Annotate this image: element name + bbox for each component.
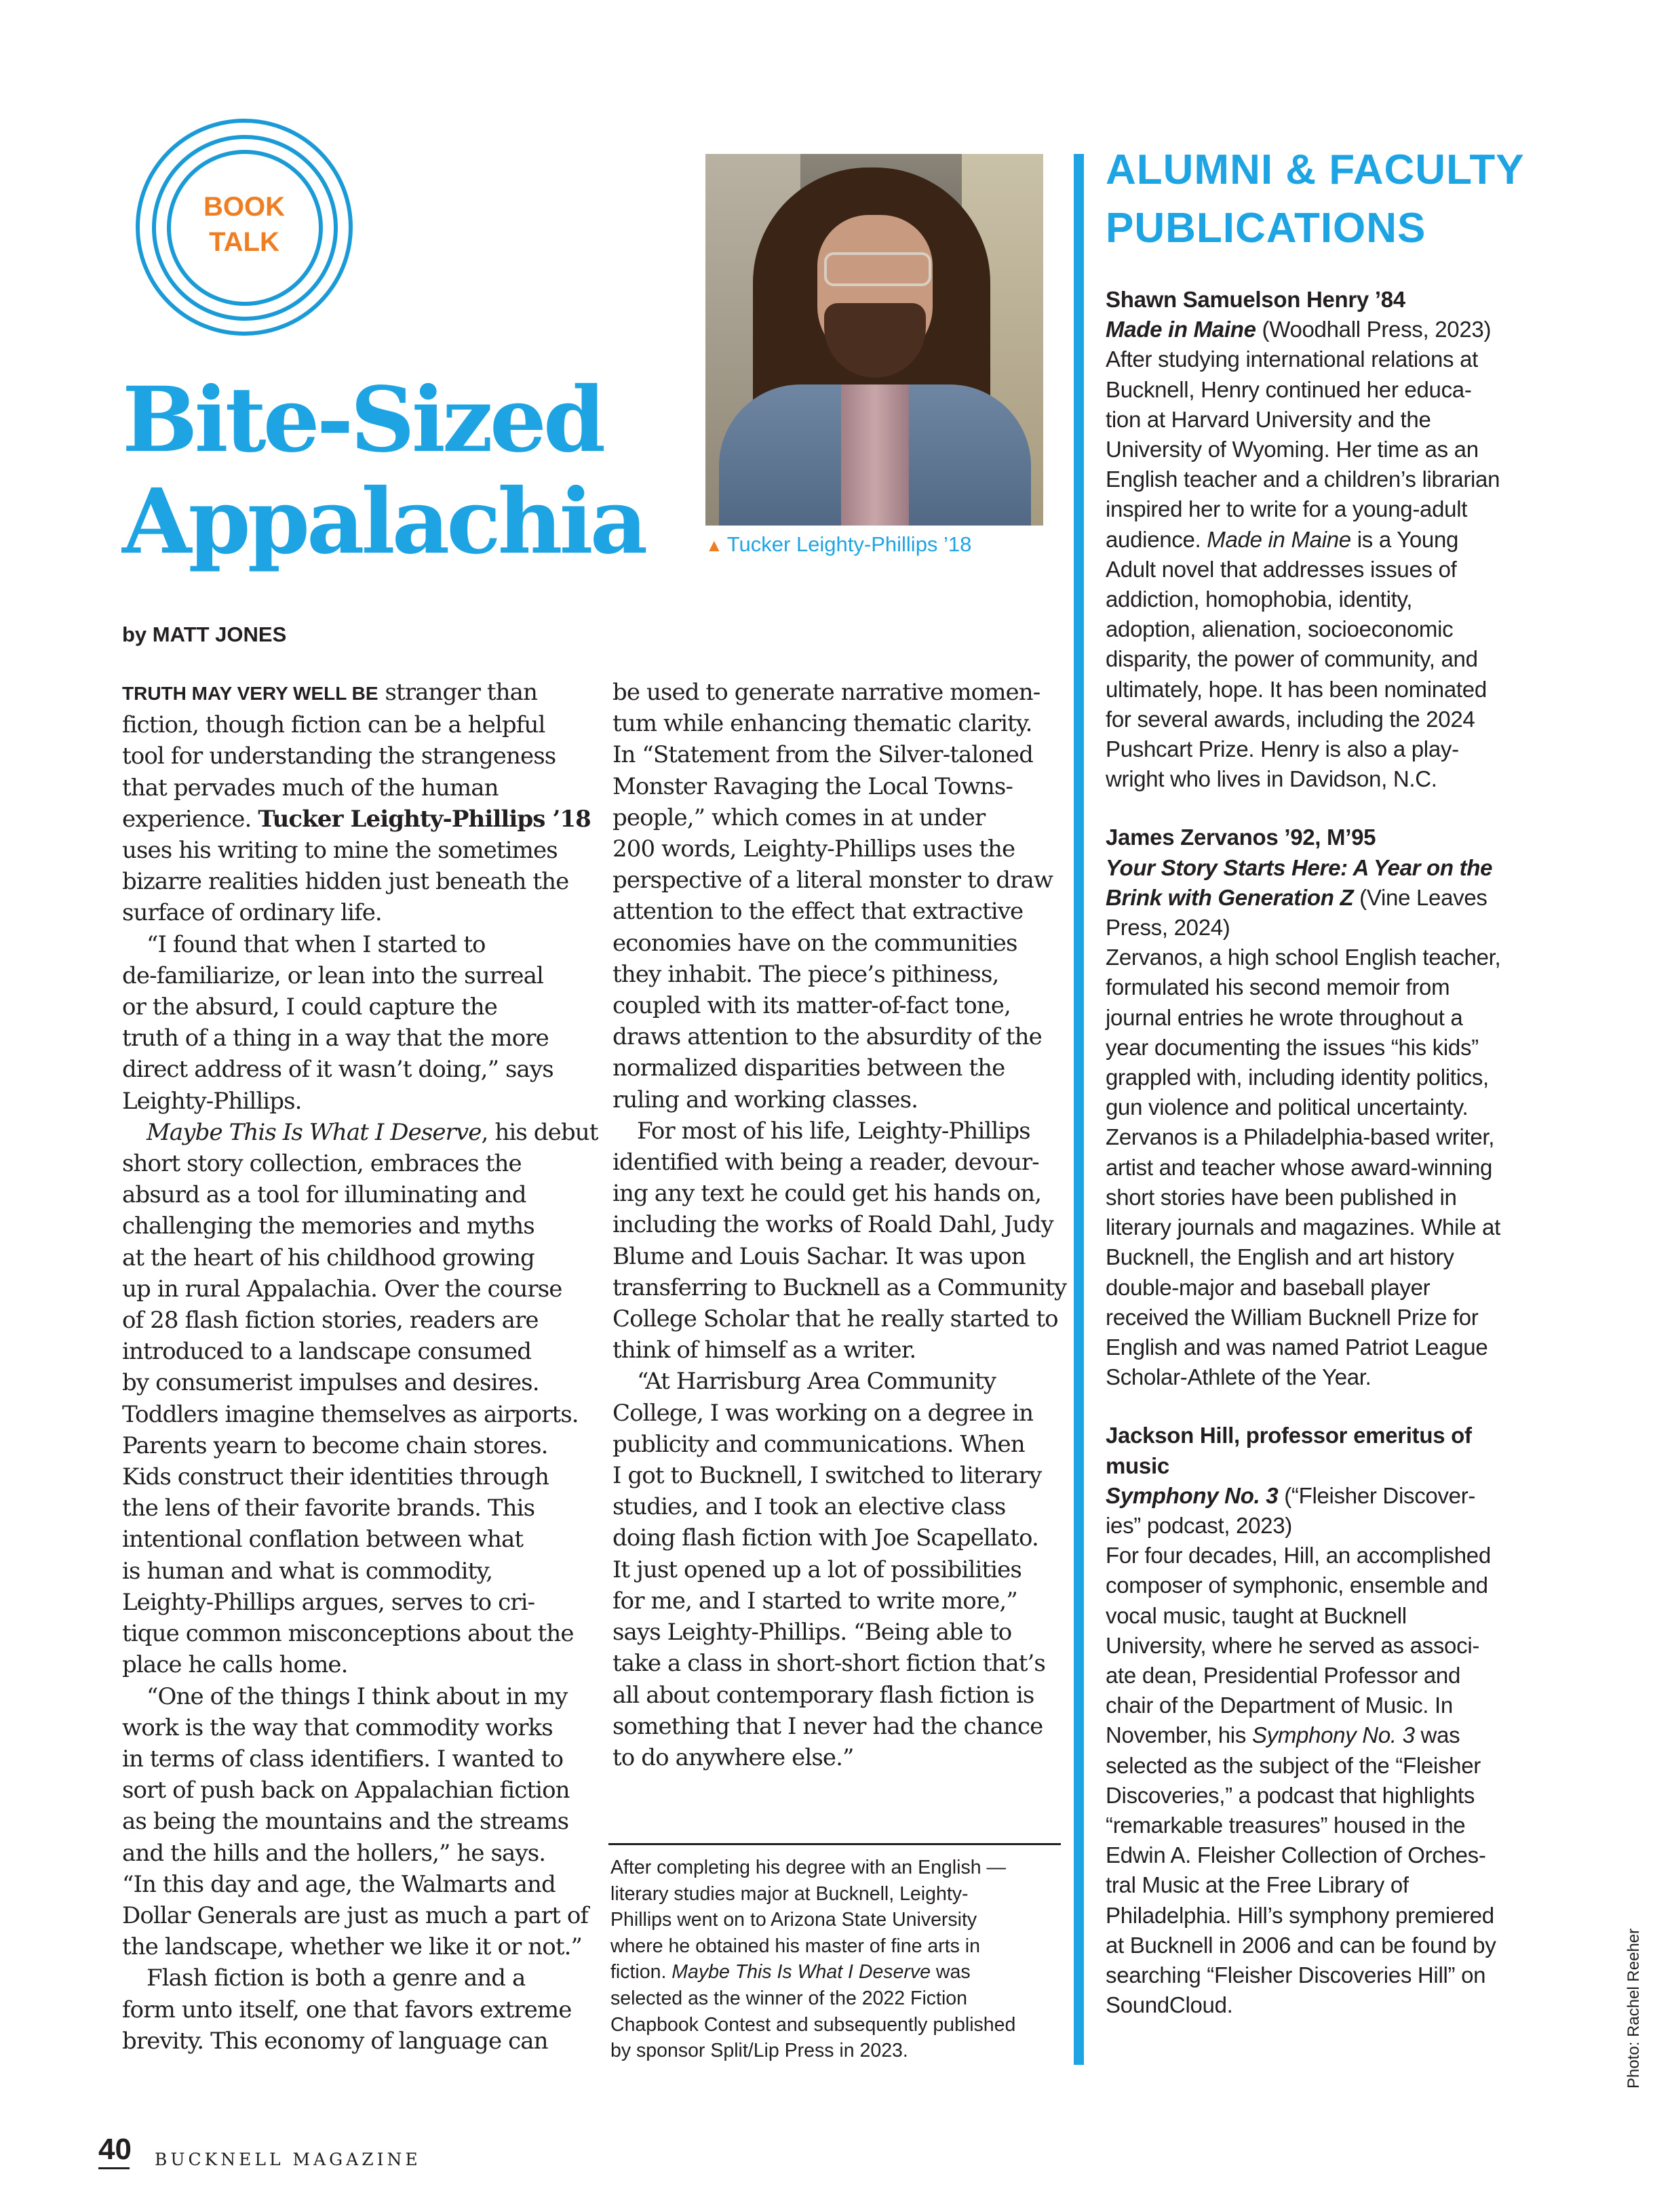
subject-name: Tucker Leighty-Phillips ’18 (258, 805, 591, 833)
book-title: Maybe This Is What I Deserve (147, 1118, 482, 1146)
body-line: normalized disparities between the (612, 1054, 1005, 1082)
body-line: I got to Bucknell, I switched to literary (612, 1462, 1042, 1490)
body-line: intentional conflation between what (122, 1526, 524, 1554)
body-line: work is the way that commodity works (122, 1714, 553, 1741)
lead-in: TRUTH MAY VERY WELL BE (122, 683, 378, 704)
body-line: ing any text he could get his hands on, (612, 1180, 1042, 1208)
author-name: Jackson Hill, professor emeritus of (1106, 1423, 1472, 1448)
body-line: be used to generate narrative momen- (612, 679, 1041, 706)
page-number-underline (98, 2167, 130, 2169)
body-line: TRUTH MAY VERY WELL BE stranger than (122, 679, 537, 706)
body-line: experience. Tucker Leighty-Phillips ’18 (122, 805, 591, 833)
body-line: Flash fiction is both a genre and a (147, 1964, 526, 1992)
body-line: they inhabit. The piece’s pithiness, (612, 960, 999, 988)
body-line: to do anywhere else.” (612, 1743, 854, 1771)
body-line: economies have on the communities (612, 929, 1017, 957)
body-line: something that I never had the chance (612, 1712, 1043, 1740)
body-line: draws attention to the absurdity of the (612, 1023, 1042, 1051)
photo-glasses (824, 252, 931, 286)
publications-list (1106, 285, 1553, 2020)
publication-entry: Shawn Samuelson Henry ’84 Made in Maine (Woodhall Press, 2023) After studying international relations at Bucknell, Henry continued her educa- tion at Harvard University and the University of Wyoming. Her time as an English teacher and a children’s librarian inspired her to write for a young-adult audience. Made in Maine is a Young Adult novel that addresses issues of addiction, homophobia, identity, adoption, alienation, socioeconomic disparity, the power of community, and ultimately, hope. It has been nominated for several awards, including the 2024 Pushcart Prize. Henry is also a play- wright who lives in Davidson, N.C. (1106, 285, 1553, 794)
body-line: introduced to a landscape consumed (122, 1338, 532, 1366)
article-column-1 (122, 677, 597, 2057)
publication-name: BUCKNELL MAGAZINE (155, 2150, 421, 2169)
body-line: or the absurd, I could capture the (122, 993, 498, 1021)
body-line: all about contemporary flash fiction is (612, 1681, 1034, 1709)
body-line: Monster Ravaging the Local Towns- (612, 772, 1013, 800)
body-line: Toddlers imagine themselves as airports. (122, 1400, 579, 1428)
body-line: in terms of class identifiers. I wanted to (122, 1745, 564, 1773)
article-column-2 (612, 677, 1081, 1773)
note-divider (608, 1843, 1061, 1845)
body-line: for me, and I started to write more,” (612, 1587, 1017, 1615)
body-line: by consumerist impulses and desires. (122, 1369, 539, 1397)
body-line: studies, and I took an elective class (612, 1493, 1006, 1521)
note-line: where he obtained his master of fine arts in (610, 1935, 980, 1957)
body-line: coupled with its matter-of-fact tone, (612, 992, 1011, 1020)
note-line: by sponsor Split/Lip Press in 2023. (610, 2040, 908, 2062)
body-line: the lens of their favorite brands. This (122, 1495, 535, 1522)
title-line1: Bite-Sized (122, 368, 603, 473)
body-line: people,” which comes in at under (612, 804, 986, 831)
body-line: attention to the effect that extractive (612, 898, 1024, 926)
author-photo (705, 154, 1043, 526)
publication-title: Your Story Starts Here: A Year on the (1106, 854, 1493, 880)
body-line: In “Statement from the Silver-taloned (612, 741, 1033, 769)
body-line: transferring to Bucknell as a Community (612, 1273, 1067, 1301)
body-line: “I found that when I started to (147, 930, 486, 958)
photo-credit: Photo: Rachel Reeher (1625, 1928, 1643, 2089)
body-line: For most of his life, Leighty-Phillips (637, 1117, 1030, 1145)
note-line: fiction. Maybe This Is What I Deserve was (610, 1961, 971, 1983)
badge-label-line2: TALK (209, 227, 279, 257)
body-line: Leighty-Phillips. (122, 1087, 302, 1115)
body-line: says Leighty-Phillips. “Being able to (612, 1619, 1012, 1646)
body-line: brevity. This economy of language can (122, 2027, 548, 2055)
body-line: tum while enhancing thematic clarity. (612, 710, 1032, 738)
body-line: tique common misconceptions about the (122, 1620, 574, 1648)
body-line: identified with being a reader, devour- (612, 1149, 1039, 1177)
body-line: challenging the memories and myths (122, 1212, 534, 1240)
sidebar-accent-bar (1074, 154, 1084, 2065)
body-line: Maybe This Is What I Deserve, his debut (147, 1118, 598, 1146)
body-line: “One of the things I think about in my (147, 1682, 568, 1710)
body-line: is human and what is commodity, (122, 1557, 493, 1585)
caption-triangle-icon: ▲ (705, 535, 723, 555)
body-line: of 28 flash fiction stories, readers are (122, 1307, 539, 1335)
body-line: at the heart of his childhood growing (122, 1244, 534, 1271)
note-book-title: Maybe This Is What I Deserve (672, 1961, 931, 1983)
body-line: “At Harrisburg Area Community (637, 1368, 996, 1396)
book-talk-badge (136, 119, 353, 336)
body-line: and the hills and the hollers,” he says. (122, 1839, 546, 1867)
author-note (610, 1855, 1072, 2064)
body-line: Leighty-Phillips argues, serves to cri- (122, 1588, 535, 1616)
body-line: take a class in short-short fiction that’s (612, 1650, 1045, 1678)
author-name: Shawn Samuelson Henry ’84 (1106, 287, 1405, 312)
body-line: College Scholar that he really started to (612, 1305, 1058, 1333)
body-line: “In this day and age, the Walmarts and (122, 1870, 556, 1898)
body-line: bizarre realities hidden just beneath the (122, 868, 569, 896)
photo-caption-text: Tucker Leighty-Phillips ’18 (726, 532, 972, 556)
publication-entry: Jackson Hill, professor emeritus of music Symphony No. 3 (“Fleisher Discover- ies” podcast, 2023) For four decades, Hill, an accomplished composer of symphonic, ensemble and vocal music, taught at Bucknell University, where he served as associ- ate dean, Presidential Professor and chair of the Department of Music. In November, his Symphony No. 3 was selected as the subject of the “Fleisher Discoveries,” a podcast that highlights “remarkable treasures” housed in the Edwin A. Fleisher Collection of Orches- tral Music at the Free Library of Philadelphia. Hill’s symphony premiered at Bucknell in 2006 and can be found by searching “Fleisher Discoveries Hill” on SoundCloud. (1106, 1421, 1553, 2020)
body-line: Blume and Louis Sachar. It was upon (612, 1242, 1026, 1270)
photo-shirt (841, 384, 909, 526)
body-line: Dollar Generals are just as much a part of (122, 1901, 589, 1929)
body-line: up in rural Appalachia. Over the course (122, 1275, 562, 1303)
body-line: doing flash fiction with Joe Scapellato. (612, 1524, 1038, 1552)
byline: by MATT JONES (122, 623, 287, 646)
page-number: 40 (98, 2133, 132, 2166)
badge-label-line1: BOOK (203, 192, 285, 222)
body-line: It just opened up a lot of possibilities (612, 1556, 1022, 1583)
author-name: James Zervanos ’92, M’95 (1106, 825, 1376, 850)
body-line: sort of push back on Appalachian fiction (122, 1777, 570, 1804)
body-line: the landscape, whether we like it or not.” (122, 1933, 583, 1961)
body-line: place he calls home. (122, 1651, 348, 1679)
body-line: truth of a thing in a way that the more (122, 1025, 549, 1052)
body-line: de-familiarize, or lean into the surreal (122, 962, 543, 989)
publication-title: Symphony No. 3 (1106, 1482, 1279, 1508)
publication-title: Made in Maine (1106, 317, 1256, 342)
body-line: absurd as a tool for illuminating and (122, 1181, 526, 1209)
body-line: that pervades much of the human (122, 774, 499, 802)
body-line: 200 words, Leighty-Phillips uses the (612, 835, 1015, 863)
note-line: Phillips went on to Arizona State University (610, 1909, 977, 1931)
body-line: publicity and communications. When (612, 1430, 1025, 1458)
note-line: Chapbook Contest and subsequently published (610, 2013, 1016, 2036)
body-line: short story collection, embraces the (122, 1150, 522, 1178)
body-line: tool for understanding the strangeness (122, 743, 556, 770)
body-line: direct address of it wasn’t doing,” says (122, 1056, 553, 1084)
publication-entry: James Zervanos ’92, M’95 Your Story Starts Here: A Year on the Brink with Generation Z (Vine Leaves Press, 2024) Zervanos, a high school English teacher, formulated his second memoir from journal entries he wrote throughout a year documenting the issues “his kids” grappled with, including identity politics, gun violence and political uncertainty. Zervanos is a Philadelphia-based writer, artist and teacher whose award-winning short stories have been published in literary journals and magazines. While at Bucknell, the English and art history double-major and baseball player received the William Bucknell Prize for English and was named Patriot League Scholar-Athlete of the Year. (1106, 823, 1553, 1392)
body-line: surface of ordinary life. (122, 899, 382, 927)
body-line: ruling and working classes. (612, 1086, 918, 1113)
body-line: uses his writing to mine the sometimes (122, 837, 558, 865)
note-line: After completing his degree with an English — (610, 1857, 1006, 1878)
body-line: form unto itself, one that favors extreme (122, 1996, 572, 2023)
body-line: including the works of Roald Dahl, Judy (612, 1211, 1053, 1239)
publications-heading: ALUMNI & FACULTY PUBLICATIONS (1106, 146, 1525, 252)
note-line: selected as the winner of the 2022 Fiction (610, 1987, 967, 2009)
title-line2: Appalachia (122, 469, 645, 574)
body-line: as being the mountains and the streams (122, 1808, 569, 1836)
note-line: literary studies major at Bucknell, Leighty- (610, 1882, 969, 1905)
body-line: College, I was working on a degree in (612, 1399, 1034, 1427)
body-line: perspective of a literal monster to draw (612, 867, 1053, 894)
photo-caption (705, 532, 971, 557)
body-line: think of himself as a writer. (612, 1337, 916, 1364)
article-title (122, 370, 678, 573)
body-line: Parents yearn to become chain stores. (122, 1431, 548, 1459)
body-line: Kids construct their identities through (122, 1463, 549, 1491)
body-line: fiction, though fiction can be a helpful (122, 711, 545, 739)
